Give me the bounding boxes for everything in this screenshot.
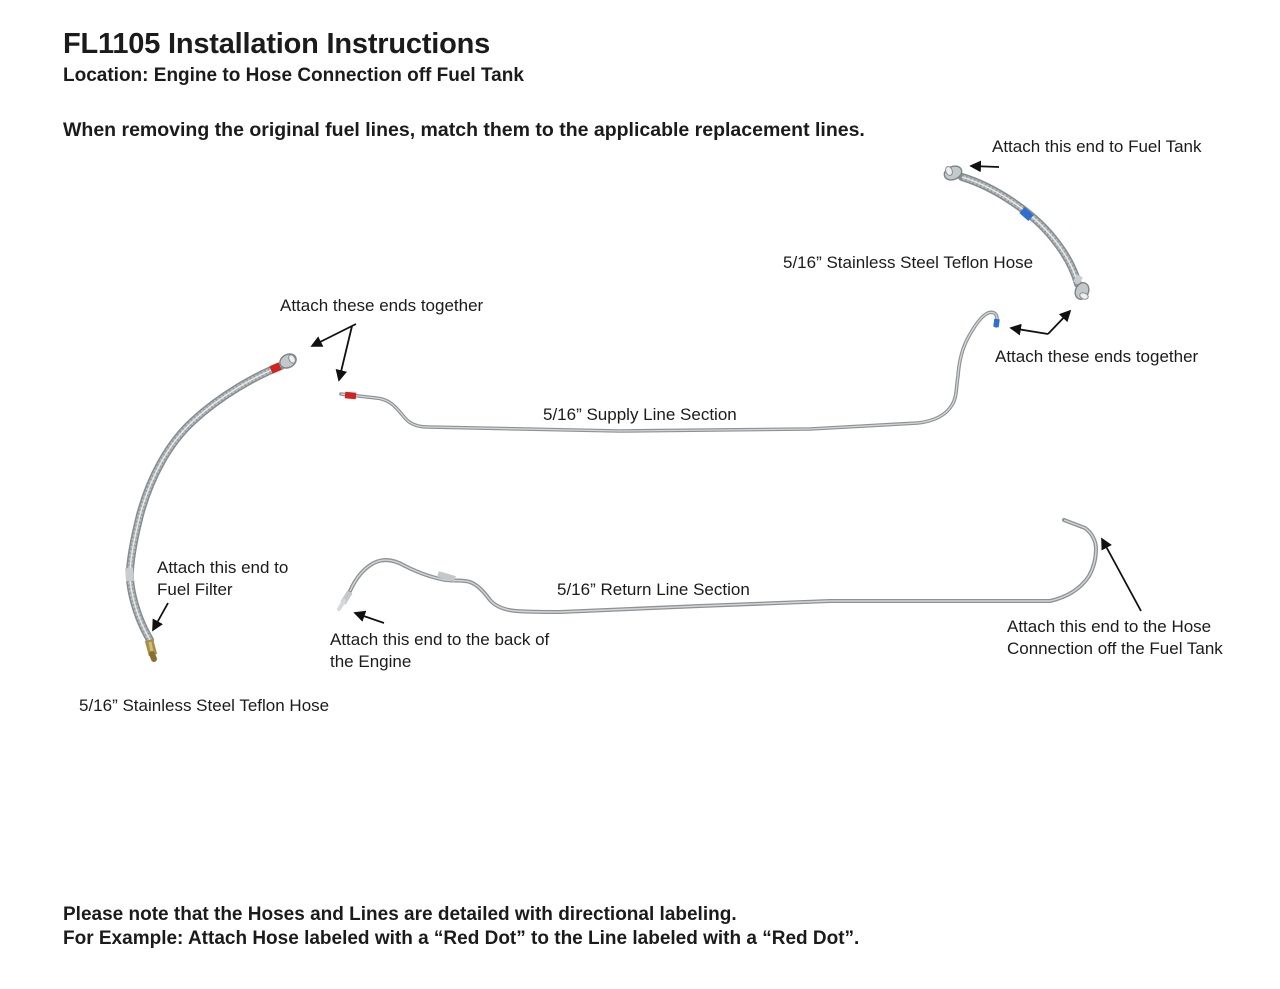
arrow-to-hose-connector-end xyxy=(1048,311,1070,334)
arrow-to-fuel-filter-end xyxy=(153,603,168,630)
arrow-to-supply-line-engine-end xyxy=(339,326,352,380)
intro-instruction: When removing the original fuel lines, match them to the applicable replacement lines. xyxy=(63,119,865,141)
arrow-to-fuel-tank-end xyxy=(971,166,999,167)
label-teflon-hose-right: 5/16” Stainless Steel Teflon Hose xyxy=(783,253,1034,272)
label-attach-hose-connection-line1: Attach this end to the Hose xyxy=(1007,617,1212,636)
return-line-engine-fitting xyxy=(339,592,350,609)
blue-dot-marker-supply-line xyxy=(996,319,997,327)
note-line-2: For Example: Attach Hose labeled with a “Red Dot” to the Line labeled with a “Red Dot”. xyxy=(63,928,860,949)
label-attach-fuel-tank: Attach this end to Fuel Tank xyxy=(992,137,1202,156)
fuel-tank-hose xyxy=(942,164,1091,302)
label-attach-fuel-filter-line1: Attach this end to xyxy=(157,558,289,577)
label-attach-hose-connection xyxy=(1007,616,1223,660)
label-attach-hose-connection-line2: Connection off the Fuel Tank xyxy=(1007,639,1223,658)
label-attach-ends-together-right: Attach these ends together xyxy=(995,347,1199,366)
label-attach-engine xyxy=(330,629,549,673)
hose-ferrule xyxy=(129,568,130,581)
page-title: FL1105 Installation Instructions xyxy=(63,28,491,60)
label-teflon-hose-left: 5/16” Stainless Steel Teflon Hose xyxy=(79,696,330,715)
label-supply-line-section: 5/16” Supply Line Section xyxy=(543,405,737,424)
label-return-line-section: 5/16” Return Line Section xyxy=(557,580,750,599)
red-dot-marker-supply-line xyxy=(345,395,356,396)
directional-labeling-notes xyxy=(63,903,859,951)
fuel-filter-hose xyxy=(129,351,299,659)
label-attach-ends-together-left: Attach these ends together xyxy=(280,296,484,315)
fuel-filter-brass-fitting xyxy=(149,640,154,659)
arrow-to-hose-connection-end xyxy=(1102,539,1141,611)
label-attach-fuel-filter xyxy=(157,557,288,601)
fuel-tank-hose-bottom-fitting xyxy=(1073,278,1091,301)
red-dot-marker-hose xyxy=(271,366,280,370)
location-subtitle: Location: Engine to Hose Connection off Fuel Tank xyxy=(63,65,524,86)
label-attach-engine-line1: Attach this end to the back of xyxy=(330,630,550,649)
note-line-1: Please note that the Hoses and Lines are detailed with directional labeling. xyxy=(63,904,737,925)
arrow-to-engine-end xyxy=(355,613,384,623)
arrow-to-supply-line-tank-end xyxy=(1011,328,1048,334)
label-attach-engine-line2: the Engine xyxy=(330,652,412,671)
label-attach-fuel-filter-line2: Fuel Filter xyxy=(157,580,233,599)
